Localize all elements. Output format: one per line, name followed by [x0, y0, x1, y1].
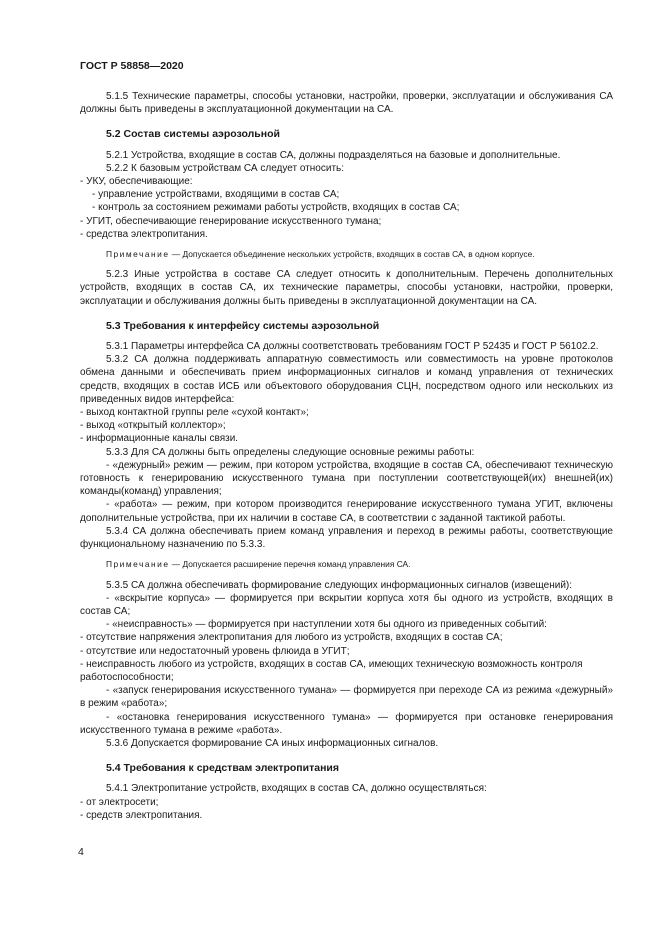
document-header: ГОСТ Р 58858—2020	[80, 60, 184, 72]
list-item: - выход «открытый коллектор»;	[80, 420, 226, 432]
note	[106, 558, 613, 571]
note-text: — Допускается расширение перечня команд управления СА.	[169, 559, 411, 570]
section-heading-5-2: 5.2 Состав системы аэрозольной	[106, 128, 280, 141]
section-heading-5-4: 5.4 Требования к средствам электропитания	[106, 762, 339, 775]
list-item: - «вскрытие корпуса» — формируется при вскрытии корпуса хотя бы одного из устройств, входящих в состав СА;	[80, 592, 613, 617]
list-item: - неисправность любого из устройств, входящих в состав СА, имеющих техническую возможность контроля работоспособности;	[80, 658, 583, 683]
list-item: - отсутствие или недостаточный уровень флюида в УГИТ;	[80, 645, 350, 657]
paragraph-5-2-1: 5.2.1 Устройства, входящие в состав СА, должны подразделяться на базовые и дополнительные.	[106, 149, 561, 161]
note-label: Примечание	[106, 559, 170, 570]
list-item: - «запуск генерирования искусственного тумана» — формируется при переходе СА из режима «дежурный» в режим «работа»;	[80, 685, 613, 710]
list-item: - средства электропитания.	[80, 228, 208, 240]
paragraph-5-3-4: 5.3.4 СА должна обеспечивать прием команд управления и переход в режимы работы, соответствующие функциональному назначению по 5.3.3.	[80, 525, 613, 551]
paragraph-5-3-6: 5.3.6 Допускается формирование СА иных информационных сигналов.	[106, 737, 439, 749]
page-content	[80, 90, 613, 822]
list-item: - выход контактной группы реле «сухой контакт»;	[80, 407, 309, 419]
list-item: - информационные каналы связи.	[80, 433, 239, 445]
paragraph-5-3-3: 5.3.3 Для СА должны быть определены следующие основные режимы работы:	[106, 446, 475, 458]
paragraph-5-3-1: 5.3.1 Параметры интерфейса СА должны соответствовать требованиям ГОСТ Р 52435 и ГОСТ Р 56102.2.	[106, 341, 599, 353]
list-item: - средств электропитания.	[80, 809, 203, 821]
note-text: — Допускается объединение нескольких устройств, входящих в состав СА, в одном корпусе.	[169, 249, 535, 260]
paragraph-5-3-5: 5.3.5 СА должна обеспечивать формирование следующих информационных сигналов (извещений):	[106, 579, 573, 591]
paragraph-5-3-2: 5.3.2 СА должна поддерживать аппаратную совместимость или совместимость на уровне протоколов обмена данными и обеспечивать прием информационных сигналов и команд управления от технических средств, входящих в состав ИСБ или объектового оборудования СЦН, посредством одного или нескольких из приведенных видов интерфейса:	[80, 354, 613, 405]
list-item: - от электросети;	[80, 796, 159, 808]
page-number: 4	[78, 846, 84, 858]
note-label: Примечание	[106, 249, 170, 260]
list-item: - УКУ, обеспечивающие:	[80, 176, 193, 188]
list-item: - управление устройствами, входящими в состав СА;	[92, 189, 340, 201]
note	[106, 248, 613, 261]
paragraph-5-2-3: 5.2.3 Иные устройства в составе СА следует относить к дополнительным. Перечень дополнительных устройств, входящих в состав СА, их технические параметры, способы установки, настройки, проверки, эксплуатации и обслуживания должны быть приведены в эксплуатационной документации на СА.	[80, 269, 613, 307]
list-item: - отсутствие напряжения электропитания для любого из устройств, входящих в состав СА;	[80, 632, 503, 644]
paragraph-5-2-2: 5.2.2 К базовым устройствам СА следует относить:	[106, 162, 345, 174]
list-item: - «дежурный» режим — режим, при котором устройства, входящие в состав СА, обеспечивают техническую готовность к генерированию искусственного тумана при поступлении соответствующей(их) внешней(их) команды(команд) управления;	[80, 459, 613, 498]
paragraph-5-4-1: 5.4.1 Электропитание устройств, входящих в состав СА, должно осуществляться:	[106, 783, 487, 795]
list-item: - «неисправность» — формируется при наступлении хотя бы одного из приведенных событий:	[106, 619, 547, 631]
list-item: - УГИТ, обеспечивающие генерирование искусственного тумана;	[80, 215, 382, 227]
section-heading-5-3: 5.3 Требования к интерфейсу системы аэрозольной	[106, 319, 380, 332]
paragraph-5-1-5: 5.1.5 Технические параметры, способы установки, настройки, проверки, эксплуатации и обслуживания СА должны быть приведены в эксплуатационной документации на СА.	[80, 91, 613, 116]
list-item: - «остановка генерирования искусственного тумана» — формируется при остановке генерирования искусственного тумана в режиме «работа».	[80, 711, 613, 736]
list-item: - контроль за состоянием режимами работы устройств, входящих в состав СА;	[92, 202, 460, 214]
list-item: - «работа» — режим, при котором производится генерирование искусственного тумана УГИТ, включены дополнительные устройства, при их наличии в составе СА, в соответствии с заданной тактикой работы.	[80, 499, 613, 524]
